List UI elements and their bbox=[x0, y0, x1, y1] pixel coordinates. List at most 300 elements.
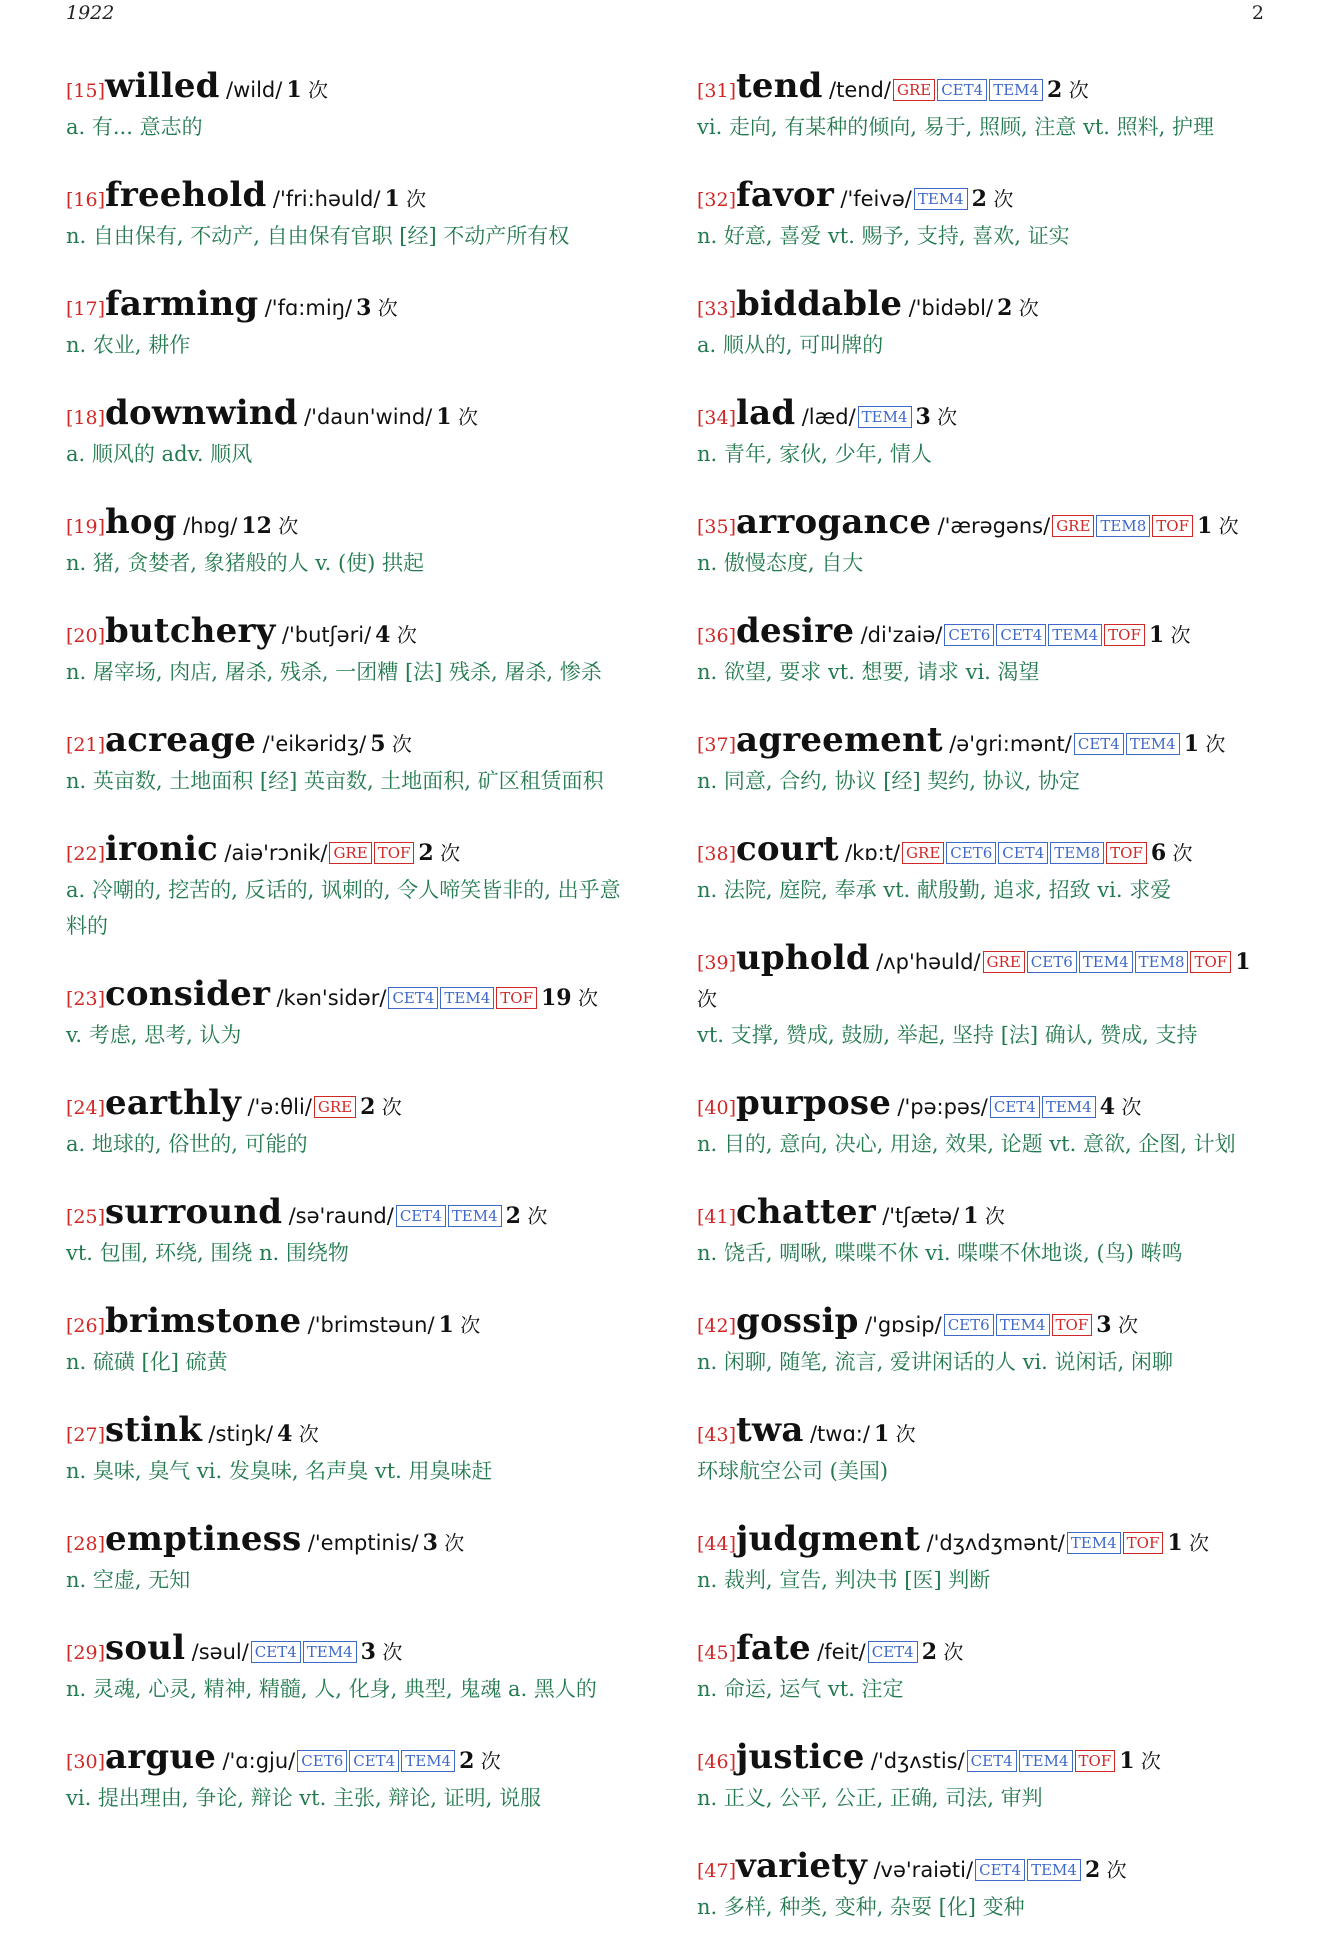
frequency-count: 1 bbox=[384, 186, 400, 212]
vocab-entry bbox=[66, 831, 636, 944]
frequency-unit: 次 bbox=[1189, 1531, 1210, 1555]
headword: lad bbox=[736, 393, 796, 433]
entry-number: [16] bbox=[66, 189, 106, 211]
exam-tag: GRE bbox=[329, 842, 371, 864]
exam-tag: TOF bbox=[374, 842, 415, 864]
frequency-count: 1 bbox=[436, 404, 452, 430]
frequency-count: 3 bbox=[356, 295, 372, 321]
definition: n. 好意, 喜爱 vt. 赐予, 支持, 喜欢, 证实 bbox=[697, 224, 1070, 248]
exam-tag: TEM4 bbox=[989, 79, 1043, 101]
entry-number: [30] bbox=[66, 1751, 106, 1773]
frequency-unit: 次 bbox=[1117, 1313, 1138, 1337]
entry-headline bbox=[66, 1303, 636, 1344]
vocab-entry bbox=[697, 1630, 1275, 1707]
entry-number: [36] bbox=[697, 625, 737, 647]
page-number: 2 bbox=[1251, 2, 1264, 24]
exam-tag: CET6 bbox=[297, 1750, 347, 1772]
frequency-count: 2 bbox=[1047, 77, 1063, 103]
vocab-entry bbox=[697, 722, 1275, 799]
phonetic: /'gɒsip/ bbox=[865, 1313, 942, 1337]
book-title: 1922 bbox=[66, 2, 115, 24]
headword: freehold bbox=[105, 175, 267, 215]
definition: a. 有... 意志的 bbox=[66, 115, 203, 139]
phonetic: /'dʒʌstis/ bbox=[870, 1749, 965, 1773]
vocab-entry bbox=[66, 1739, 636, 1816]
phonetic: /twɑ:/ bbox=[809, 1422, 870, 1446]
entry-number: [34] bbox=[697, 407, 737, 429]
exam-tag: TEM8 bbox=[1096, 515, 1150, 537]
frequency-count: 1 bbox=[438, 1312, 454, 1338]
exam-tag: TEM4 bbox=[1126, 733, 1180, 755]
phonetic: /hɒg/ bbox=[183, 514, 238, 538]
phonetic: /aiə'rɔnik/ bbox=[224, 841, 328, 865]
exam-tag: CET4 bbox=[937, 79, 987, 101]
vocab-entry bbox=[66, 1085, 636, 1162]
definition: n. 灵魂, 心灵, 精神, 精髓, 人, 化身, 典型, 鬼魂 a. 黑人的 bbox=[66, 1677, 597, 1701]
definition: n. 自由保有, 不动产, 自由保有官职 [经] 不动产所有权 bbox=[66, 224, 570, 248]
frequency-count: 1 bbox=[1235, 949, 1251, 975]
frequency-count: 3 bbox=[360, 1639, 376, 1665]
phonetic: /'brimstəun/ bbox=[307, 1313, 435, 1337]
exam-tag: CET6 bbox=[1027, 951, 1077, 973]
definition: 环球航空公司 (美国) bbox=[697, 1459, 889, 1483]
phonetic: /'fɑ:miŋ/ bbox=[264, 296, 353, 320]
entry-headline bbox=[697, 831, 1275, 872]
exam-tag: GRE bbox=[314, 1096, 356, 1118]
entry-number: [29] bbox=[66, 1642, 106, 1664]
entry-number: [15] bbox=[66, 80, 106, 102]
phonetic: /'bidəbl/ bbox=[908, 296, 994, 320]
frequency-unit: 次 bbox=[440, 841, 461, 865]
definition: n. 饶舌, 啁啾, 喋喋不休 vi. 喋喋不休地谈, (鸟) 啭鸣 bbox=[697, 1241, 1183, 1265]
entry-number: [26] bbox=[66, 1315, 106, 1337]
frequency-count: 2 bbox=[997, 295, 1013, 321]
definition: n. 硫磺 [化] 硫黄 bbox=[66, 1350, 228, 1374]
vocab-entry bbox=[66, 613, 636, 690]
frequency-unit: 次 bbox=[308, 78, 328, 102]
exam-tag: TOF bbox=[1075, 1750, 1116, 1772]
headword: willed bbox=[105, 66, 220, 106]
vocab-entry bbox=[66, 1630, 636, 1707]
frequency-unit: 次 bbox=[697, 987, 717, 1011]
headword: butchery bbox=[105, 611, 276, 651]
exam-tag: TEM8 bbox=[1135, 951, 1189, 973]
vocab-entry bbox=[66, 395, 636, 472]
definition: n. 欲望, 要求 vt. 想要, 请求 vi. 渴望 bbox=[697, 660, 1040, 684]
definition: vt. 支撑, 赞成, 鼓励, 举起, 坚持 [法] 确认, 赞成, 支持 bbox=[697, 1023, 1198, 1047]
exam-tag: CET4 bbox=[251, 1641, 301, 1663]
headword: earthly bbox=[105, 1083, 242, 1123]
vocab-entry bbox=[66, 722, 636, 799]
exam-tag: TOF bbox=[1190, 951, 1231, 973]
phonetic: /læd/ bbox=[801, 405, 856, 429]
entry-headline bbox=[697, 1521, 1275, 1562]
entry-headline bbox=[66, 1085, 636, 1126]
frequency-count: 3 bbox=[1096, 1312, 1112, 1338]
vocab-entry bbox=[66, 286, 636, 363]
exam-tag: TEM4 bbox=[858, 406, 912, 428]
exam-tag: CET4 bbox=[990, 1096, 1040, 1118]
exam-tag: TEM4 bbox=[448, 1205, 502, 1227]
headword: justice bbox=[736, 1737, 865, 1777]
vocab-entry bbox=[66, 177, 636, 254]
headword: farming bbox=[105, 284, 259, 324]
exam-tag: GRE bbox=[893, 79, 935, 101]
phonetic: /'butʃəri/ bbox=[281, 623, 372, 647]
headword: fate bbox=[736, 1628, 811, 1668]
entry-number: [38] bbox=[697, 843, 737, 865]
frequency-unit: 次 bbox=[406, 187, 427, 211]
frequency-count: 3 bbox=[915, 404, 931, 430]
frequency-count: 2 bbox=[459, 1748, 475, 1774]
frequency-count: 2 bbox=[418, 840, 434, 866]
definition: a. 顺从的, 可叫牌的 bbox=[697, 333, 884, 357]
entry-number: [45] bbox=[697, 1642, 737, 1664]
definition: n. 闲聊, 随笔, 流言, 爱讲闲话的人 vi. 说闲话, 闲聊 bbox=[697, 1350, 1173, 1374]
frequency-unit: 次 bbox=[1205, 732, 1226, 756]
phonetic: /wild/ bbox=[226, 78, 283, 102]
headword: downwind bbox=[105, 393, 298, 433]
exam-tag: TEM8 bbox=[1050, 842, 1104, 864]
headword: tend bbox=[736, 66, 823, 106]
frequency-unit: 次 bbox=[1218, 514, 1239, 538]
vocab-entry bbox=[66, 1194, 636, 1271]
frequency-count: 4 bbox=[1099, 1094, 1116, 1120]
headword: judgment bbox=[736, 1519, 921, 1559]
entry-number: [32] bbox=[697, 189, 737, 211]
entry-number: [40] bbox=[697, 1097, 737, 1119]
entry-number: [41] bbox=[697, 1206, 737, 1228]
definition: n. 臭味, 臭气 vi. 发臭味, 名声臭 vt. 用臭味赶 bbox=[66, 1459, 493, 1483]
frequency-unit: 次 bbox=[1140, 1749, 1161, 1773]
definition: n. 傲慢态度, 自大 bbox=[697, 551, 864, 575]
entry-headline bbox=[697, 940, 1275, 1017]
entry-number: [17] bbox=[66, 298, 106, 320]
phonetic: /ə'gri:mənt/ bbox=[949, 732, 1072, 756]
vocab-entry bbox=[697, 504, 1275, 581]
left-column bbox=[66, 68, 636, 1848]
exam-tag: CET4 bbox=[996, 624, 1046, 646]
definition: n. 同意, 合约, 协议 [经] 契约, 协议, 协定 bbox=[697, 769, 1081, 793]
exam-tag: TOF bbox=[1104, 624, 1145, 646]
headword: soul bbox=[105, 1628, 186, 1668]
vocab-entry bbox=[697, 1521, 1275, 1598]
headword: hog bbox=[105, 502, 177, 542]
headword: emptiness bbox=[105, 1519, 302, 1559]
entry-number: [39] bbox=[697, 952, 737, 974]
exam-tag: CET4 bbox=[396, 1205, 446, 1227]
entry-headline bbox=[697, 722, 1275, 763]
headword: uphold bbox=[736, 938, 870, 978]
phonetic: /'dʒʌdʒmənt/ bbox=[926, 1531, 1065, 1555]
exam-tag: TOF bbox=[1152, 515, 1193, 537]
exam-tag: TEM4 bbox=[401, 1750, 455, 1772]
entry-headline bbox=[697, 1848, 1275, 1889]
vocab-entry bbox=[697, 1739, 1275, 1816]
entry-number: [23] bbox=[66, 988, 106, 1010]
exam-tag: TEM4 bbox=[1042, 1096, 1096, 1118]
entry-headline bbox=[66, 286, 636, 327]
frequency-unit: 次 bbox=[278, 514, 299, 538]
definition: n. 青年, 家伙, 少年, 情人 bbox=[697, 442, 932, 466]
frequency-count: 12 bbox=[241, 513, 272, 539]
exam-tag: TOF bbox=[1106, 842, 1147, 864]
frequency-count: 1 bbox=[1167, 1530, 1183, 1556]
vocab-entry bbox=[66, 976, 636, 1053]
headword: court bbox=[736, 829, 839, 869]
entry-number: [27] bbox=[66, 1424, 106, 1446]
entry-number: [33] bbox=[697, 298, 737, 320]
vocab-entry bbox=[66, 1521, 636, 1598]
exam-tag: GRE bbox=[983, 951, 1025, 973]
vocab-entry bbox=[66, 1412, 636, 1489]
frequency-count: 1 bbox=[1148, 622, 1165, 648]
entry-headline bbox=[66, 1412, 636, 1453]
frequency-unit: 次 bbox=[377, 296, 398, 320]
frequency-count: 1 bbox=[1119, 1748, 1135, 1774]
vocab-entry bbox=[66, 1303, 636, 1380]
entry-number: [22] bbox=[66, 843, 106, 865]
frequency-unit: 次 bbox=[1018, 296, 1039, 320]
phonetic: /di'zaiə/ bbox=[860, 623, 943, 647]
exam-tag: CET6 bbox=[944, 624, 994, 646]
exam-tag: TEM4 bbox=[1019, 1750, 1073, 1772]
exam-tag: TEM4 bbox=[303, 1641, 357, 1663]
entry-headline bbox=[66, 1194, 636, 1235]
definition: n. 正义, 公平, 公正, 正确, 司法, 审判 bbox=[697, 1786, 1043, 1810]
entry-number: [24] bbox=[66, 1097, 106, 1119]
vocab-entry bbox=[697, 68, 1275, 145]
definition: n. 空虚, 无知 bbox=[66, 1568, 191, 1592]
exam-tag: TEM4 bbox=[914, 188, 968, 210]
definition: a. 顺风的 adv. 顺风 bbox=[66, 442, 253, 466]
exam-tag: TOF bbox=[1052, 1314, 1093, 1336]
phonetic: /ʌp'həuld/ bbox=[876, 950, 981, 974]
exam-tag: CET4 bbox=[967, 1750, 1017, 1772]
entry-headline bbox=[66, 613, 636, 654]
phonetic: /'fri:həuld/ bbox=[272, 187, 381, 211]
entry-number: [20] bbox=[66, 625, 106, 647]
headword: chatter bbox=[736, 1192, 876, 1232]
phonetic: /səul/ bbox=[191, 1640, 249, 1664]
entry-number: [28] bbox=[66, 1533, 106, 1555]
headword: surround bbox=[105, 1192, 283, 1232]
frequency-count: 6 bbox=[1150, 840, 1167, 866]
definition: vi. 提出理由, 争论, 辩论 vt. 主张, 辩论, 证明, 说服 bbox=[66, 1786, 542, 1810]
frequency-unit: 次 bbox=[984, 1204, 1005, 1228]
exam-tag: GRE bbox=[1052, 515, 1094, 537]
frequency-unit: 次 bbox=[1170, 623, 1191, 647]
headword: ironic bbox=[105, 829, 219, 869]
frequency-count: 1 bbox=[286, 77, 302, 103]
frequency-unit: 次 bbox=[527, 1204, 548, 1228]
entry-headline bbox=[66, 1630, 636, 1671]
definition: n. 猪, 贪婪者, 象猪般的人 v. (使) 拱起 bbox=[66, 551, 425, 575]
phonetic: /kən'sidər/ bbox=[276, 986, 387, 1010]
exam-tag: CET4 bbox=[388, 987, 438, 1009]
vocab-entry bbox=[697, 1194, 1275, 1271]
entry-headline bbox=[66, 722, 636, 763]
headword: variety bbox=[736, 1846, 868, 1886]
frequency-unit: 次 bbox=[391, 732, 412, 756]
headword: acreage bbox=[105, 720, 257, 760]
vocab-entry bbox=[697, 613, 1275, 690]
vocab-entry bbox=[66, 504, 636, 581]
entry-headline bbox=[697, 177, 1275, 218]
entry-headline bbox=[697, 395, 1275, 436]
entry-number: [25] bbox=[66, 1206, 106, 1228]
phonetic: /tend/ bbox=[829, 78, 891, 102]
definition: n. 命运, 运气 vt. 注定 bbox=[697, 1677, 904, 1701]
entry-number: [43] bbox=[697, 1424, 737, 1446]
headword: consider bbox=[105, 974, 271, 1014]
frequency-unit: 次 bbox=[457, 405, 478, 429]
frequency-count: 3 bbox=[422, 1530, 438, 1556]
entry-number: [18] bbox=[66, 407, 106, 429]
exam-tag: TEM4 bbox=[1048, 624, 1102, 646]
entry-number: [21] bbox=[66, 734, 106, 756]
exam-tag: TEM4 bbox=[1067, 1532, 1121, 1554]
frequency-count: 4 bbox=[375, 622, 391, 648]
definition: a. 冷嘲的, 挖苦的, 反话的, 讽刺的, 令人啼笑皆非的, 出乎意料的 bbox=[66, 878, 621, 938]
frequency-unit: 次 bbox=[993, 187, 1014, 211]
exam-tag: CET4 bbox=[868, 1641, 918, 1663]
frequency-count: 19 bbox=[541, 985, 572, 1011]
definition: n. 英亩数, 土地面积 [经] 英亩数, 土地面积, 矿区租赁面积 bbox=[66, 769, 604, 793]
phonetic: /'pə:pəs/ bbox=[897, 1095, 988, 1119]
frequency-unit: 次 bbox=[943, 1640, 964, 1664]
frequency-count: 2 bbox=[1084, 1857, 1101, 1883]
vocab-entry bbox=[697, 940, 1275, 1053]
entry-headline bbox=[66, 177, 636, 218]
headword: biddable bbox=[736, 284, 903, 324]
exam-tag: GRE bbox=[902, 842, 944, 864]
frequency-unit: 次 bbox=[895, 1422, 916, 1446]
phonetic: /'daun'wind/ bbox=[304, 405, 433, 429]
entry-headline bbox=[66, 1521, 636, 1562]
definition: v. 考虑, 思考, 认为 bbox=[66, 1023, 242, 1047]
exam-tag: CET6 bbox=[944, 1314, 994, 1336]
exam-tag: TEM4 bbox=[1027, 1859, 1081, 1881]
phonetic: /feit/ bbox=[817, 1640, 866, 1664]
headword: agreement bbox=[736, 720, 943, 760]
exam-tag: TEM4 bbox=[440, 987, 494, 1009]
phonetic: /'ə:θli/ bbox=[247, 1095, 312, 1119]
definition: vt. 包围, 环绕, 围绕 n. 围绕物 bbox=[66, 1241, 349, 1265]
frequency-count: 1 bbox=[873, 1421, 890, 1447]
phonetic: /'tʃætə/ bbox=[882, 1204, 960, 1228]
headword: favor bbox=[736, 175, 835, 215]
definition: n. 多样, 种类, 变种, 杂耍 [化] 变种 bbox=[697, 1895, 1025, 1919]
frequency-unit: 次 bbox=[381, 1095, 402, 1119]
phonetic: /və'raiəti/ bbox=[873, 1858, 974, 1882]
vocab-entry bbox=[697, 286, 1275, 363]
phonetic: /'ɑ:gju/ bbox=[222, 1749, 296, 1773]
frequency-unit: 次 bbox=[298, 1422, 319, 1446]
entry-headline bbox=[66, 1739, 636, 1780]
entry-headline bbox=[697, 68, 1275, 109]
entry-headline bbox=[697, 1739, 1275, 1780]
entry-headline bbox=[66, 504, 636, 545]
exam-tag: TEM4 bbox=[1079, 951, 1133, 973]
entry-number: [47] bbox=[697, 1860, 737, 1882]
phonetic: /'eikəridʒ/ bbox=[262, 732, 367, 756]
frequency-count: 2 bbox=[360, 1094, 376, 1120]
phonetic: /sə'raund/ bbox=[288, 1204, 394, 1228]
frequency-unit: 次 bbox=[396, 623, 417, 647]
vocab-entry bbox=[66, 68, 636, 145]
exam-tag: CET4 bbox=[975, 1859, 1025, 1881]
frequency-count: 1 bbox=[1197, 513, 1213, 539]
exam-tag: CET6 bbox=[946, 842, 996, 864]
exam-tag: CET4 bbox=[349, 1750, 399, 1772]
entry-headline bbox=[697, 1194, 1275, 1235]
exam-tag: TOF bbox=[1123, 1532, 1164, 1554]
entry-number: [42] bbox=[697, 1315, 737, 1337]
entry-number: [35] bbox=[697, 516, 737, 538]
vocab-entry bbox=[697, 1848, 1275, 1925]
entry-number: [19] bbox=[66, 516, 106, 538]
frequency-unit: 次 bbox=[1121, 1095, 1142, 1119]
definition: n. 目的, 意向, 决心, 用途, 效果, 论题 vt. 意欲, 企图, 计划 bbox=[697, 1132, 1236, 1156]
phonetic: /stiŋk/ bbox=[208, 1422, 274, 1446]
frequency-unit: 次 bbox=[1068, 78, 1089, 102]
entry-headline bbox=[66, 831, 636, 872]
entry-headline bbox=[697, 1412, 1275, 1453]
phonetic: /'feivə/ bbox=[840, 187, 912, 211]
definition: a. 地球的, 俗世的, 可能的 bbox=[66, 1132, 308, 1156]
frequency-unit: 次 bbox=[382, 1640, 403, 1664]
entry-headline bbox=[697, 1630, 1275, 1671]
phonetic: /'emptinis/ bbox=[307, 1531, 419, 1555]
definition: n. 屠宰场, 肉店, 屠杀, 残杀, 一团糟 [法] 残杀, 屠杀, 惨杀 bbox=[66, 660, 602, 684]
definition: vi. 走向, 有某种的倾向, 易于, 照顾, 注意 vt. 照料, 护理 bbox=[697, 115, 1215, 139]
entry-headline bbox=[66, 395, 636, 436]
frequency-unit: 次 bbox=[460, 1313, 481, 1337]
entry-headline bbox=[697, 1303, 1275, 1344]
entry-headline bbox=[66, 68, 636, 109]
frequency-count: 2 bbox=[505, 1203, 521, 1229]
frequency-count: 5 bbox=[370, 731, 386, 757]
entry-number: [31] bbox=[697, 80, 737, 102]
vocab-entry bbox=[697, 1085, 1275, 1162]
frequency-count: 1 bbox=[1183, 731, 1199, 757]
frequency-count: 4 bbox=[277, 1421, 293, 1447]
vocab-entry bbox=[697, 1412, 1275, 1489]
right-column bbox=[697, 68, 1275, 1957]
entry-number: [37] bbox=[697, 734, 737, 756]
frequency-count: 2 bbox=[971, 186, 987, 212]
headword: stink bbox=[105, 1410, 203, 1450]
frequency-count: 1 bbox=[963, 1203, 979, 1229]
definition: n. 农业, 耕作 bbox=[66, 333, 191, 357]
headword: brimstone bbox=[105, 1301, 302, 1341]
exam-tag: CET4 bbox=[1074, 733, 1124, 755]
exam-tag: TEM4 bbox=[996, 1314, 1050, 1336]
headword: desire bbox=[736, 611, 855, 651]
phonetic: /kɒ:t/ bbox=[845, 841, 901, 865]
entry-number: [46] bbox=[697, 1751, 737, 1773]
exam-tag: CET4 bbox=[998, 842, 1048, 864]
entry-headline bbox=[697, 504, 1275, 545]
definition: n. 法院, 庭院, 奉承 vt. 献殷勤, 追求, 招致 vi. 求爱 bbox=[697, 878, 1172, 902]
vocab-entry bbox=[697, 395, 1275, 472]
frequency-unit: 次 bbox=[444, 1531, 465, 1555]
headword: gossip bbox=[736, 1301, 859, 1341]
frequency-unit: 次 bbox=[937, 405, 958, 429]
vocab-entry bbox=[697, 177, 1275, 254]
entry-headline bbox=[66, 976, 636, 1017]
